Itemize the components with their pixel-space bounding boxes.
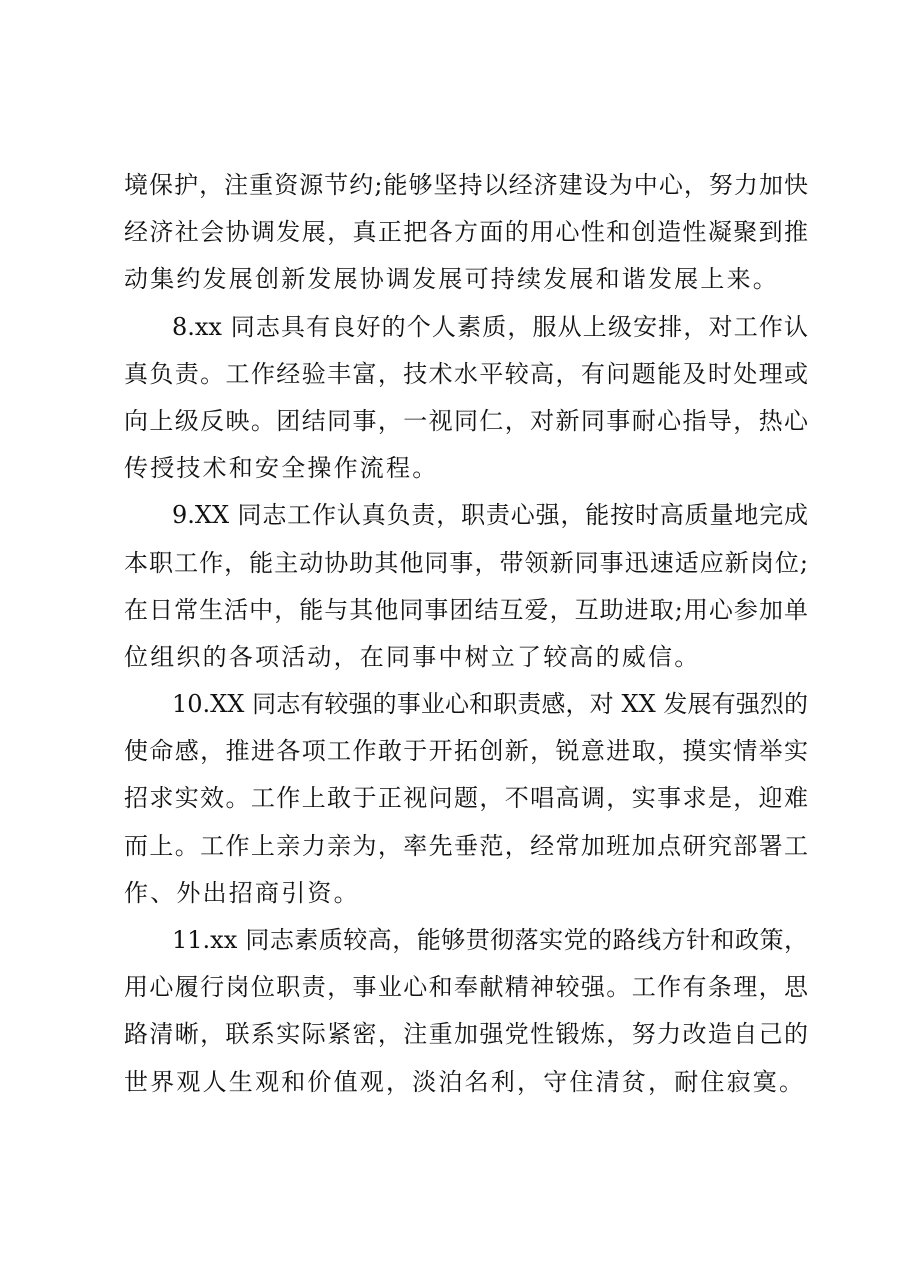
paragraph-first-line: 10.XX 同志有较强的事业心和职责感，对 XX 发展有强烈的 — [172, 690, 808, 719]
text-line: 向上级反映。团结同事，一视同仁，对新同事耐心指导，热心 — [124, 406, 808, 435]
text-line: 用心履行岗位职责，事业心和奉献精神较强。工作有条理，思 — [124, 973, 808, 1002]
text-line: 境保护，注重资源节约;能够坚持以经济建设为中心，努力加快 — [124, 171, 808, 199]
text-line: 本职工作，能主动协助其他同事，带领新同事迅速适应新岗位; — [124, 548, 808, 577]
text-line: 使命感，推进各项工作敢于开拓创新，锐意进取，摸实情举实 — [124, 737, 808, 766]
text-line: 在日常生活中，能与其他同事团结互爱，互助进取;用心参加单 — [124, 595, 808, 624]
paragraph-first-line: 8.xx 同志具有良好的个人素质，服从上级安排，对工作认 — [172, 312, 808, 341]
text-line: 动集约发展创新发展协调发展可持续发展和谐发展上来。 — [124, 265, 779, 294]
text-line: 真负责。工作经验丰富，技术水平较高，有问题能及时处理或 — [124, 359, 808, 388]
text-line: 经济社会协调发展，真正把各方面的用心性和创造性凝聚到推 — [124, 218, 808, 247]
text-line: 位组织的各项活动，在同事中树立了较高的威信。 — [124, 642, 701, 671]
text-line: 路清晰，联系实际紧密，注重加强党性锻炼，努力改造自己的 — [124, 1020, 808, 1049]
paragraph-first-line: 9.XX 同志工作认真负责，职责心强，能按时高质量地完成 — [172, 501, 808, 530]
text-line: 传授技术和安全操作流程。 — [124, 454, 439, 483]
document-body — [124, 162, 808, 1106]
text-line: 世界观人生观和价值观，淡泊名利，守住清贫，耐住寂寞。 — [124, 1067, 806, 1096]
text-line: 作、外出招商引资。 — [124, 878, 360, 907]
text-line: 而上。工作上亲力亲为，率先垂范，经常加班加点研究部署工 — [124, 831, 808, 860]
text-line: 招求实效。工作上敢于正视问题，不唱高调，实事求是，迎难 — [124, 784, 808, 813]
paragraph-first-line: 11.xx 同志素质较高，能够贯彻落实党的路线方针和政策， — [172, 926, 808, 954]
